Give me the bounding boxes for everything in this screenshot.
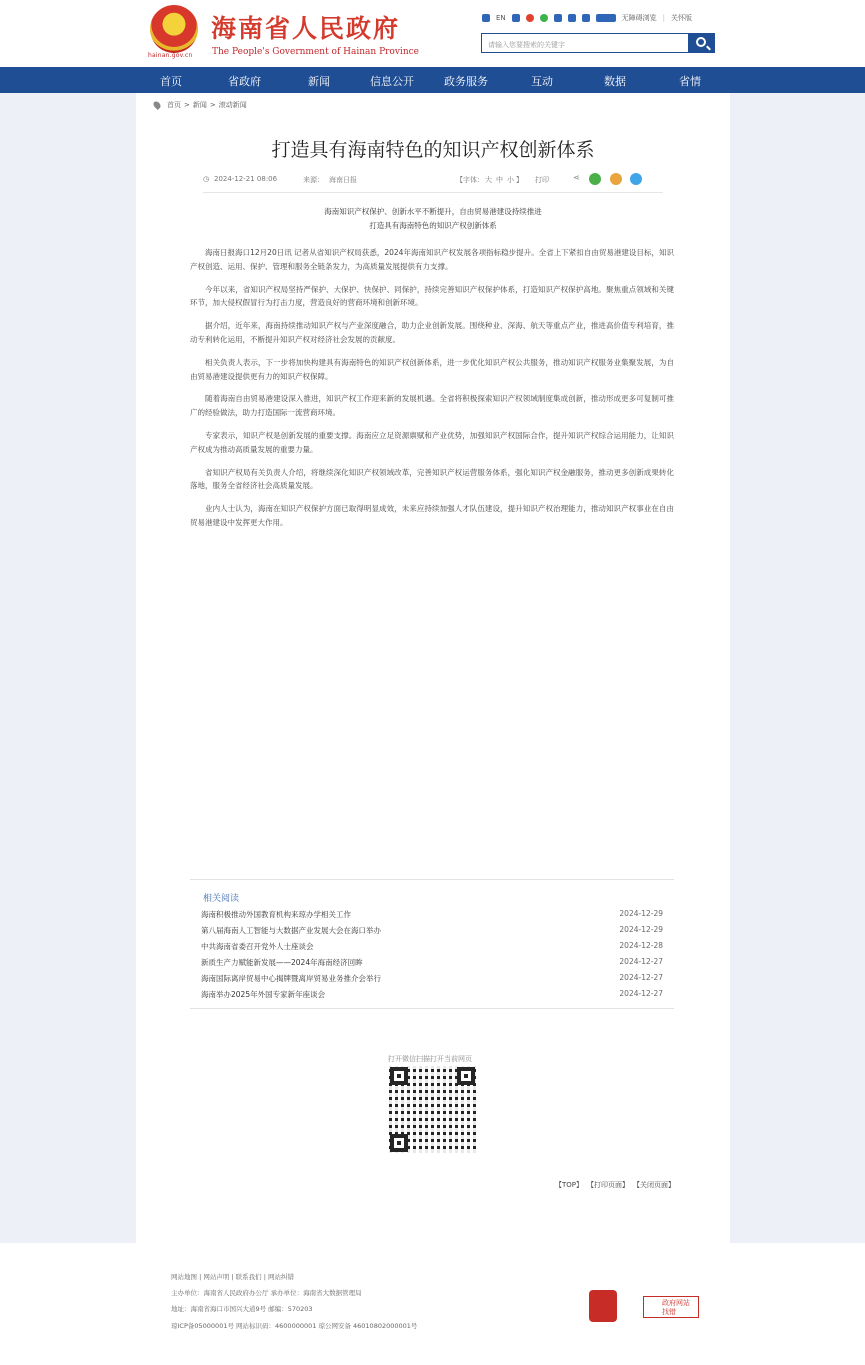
print-page-link[interactable]: 【打印页面】 [587, 1181, 630, 1189]
elder-mode-link[interactable]: 关怀版 [671, 14, 693, 22]
nav-government[interactable]: 省政府 [228, 75, 261, 88]
article-meta [203, 173, 663, 187]
related-item-date: 2024-12-27 [619, 957, 663, 966]
source-label: 来源： [303, 176, 324, 184]
accessibility-badge-icon[interactable] [596, 14, 616, 22]
paragraph: 据介绍，近年来，海南持续推动知识产权与产业深度融合，助力企业创新发展。围绕种业、深海、航天等重点产业，推进高价值专利培育，推动专利转化运用，不断提升知识产权对经济社会发展的贡献度。 [190, 321, 674, 344]
weibo-share-icon[interactable] [610, 173, 622, 185]
accessibility-link[interactable]: 无障碍浏览 [621, 14, 657, 22]
font-size-medium[interactable]: 中 [496, 176, 503, 184]
nav-data[interactable]: 数据 [604, 75, 626, 88]
publish-date: 2024-12-21 08:06 [214, 175, 278, 183]
breadcrumb-rolling-news[interactable]: 滚动新闻 [218, 101, 247, 109]
font-label: 【字体： [456, 176, 484, 184]
article-title: 打造具有海南特色的知识产权创新体系 [271, 139, 595, 161]
breadcrumb-home[interactable]: 首页 [167, 101, 181, 109]
meta-divider [203, 192, 663, 193]
paragraph: 省知识产权局有关负责人介绍，将继续深化知识产权领域改革，完善知识产权运营服务体系，强化知识产权金融服务，推动更多创新成果转化落地，服务全省经济社会高质量发展。 [190, 467, 674, 491]
site-error-badge[interactable] [643, 1296, 699, 1318]
lead-line: 海南知识产权保护、创新水平不断提升，自由贸易港建设持续推进 [324, 207, 542, 216]
related-item-date: 2024-12-27 [619, 989, 663, 998]
wechat-icon[interactable] [540, 14, 548, 22]
badge-line: 找错 [662, 1308, 676, 1316]
language-icon[interactable] [482, 14, 490, 22]
qr-label: 打开微信扫描打开当前网页 [388, 1055, 472, 1063]
qr-finder [457, 1067, 475, 1085]
source-name: 海南日报 [329, 176, 357, 184]
top-links [482, 13, 692, 23]
nav-interaction[interactable]: 互动 [531, 75, 553, 88]
search-input[interactable]: 请输入您要搜索的关键字 [481, 33, 689, 53]
qzone-share-icon[interactable] [630, 173, 642, 185]
related-item-title[interactable]: 海南国际离岸贸易中心揭牌暨离岸贸易业务推介会举行 [201, 974, 381, 983]
site-footer [0, 1243, 865, 1365]
footer-links[interactable]: 网站地图 | 网站声明 | 联系我们 | 网站纠错 [171, 1273, 294, 1281]
paragraph: 海南日报海口12月20日讯 记者从省知识产权局获悉，2024年海南知识产权发展各项指标稳步提升。全省上下紧扣自由贸易港建设目标，知识产权创造、运用、保护、管理和服务全链条发力，为高质量发展提供有力支撑。 [190, 248, 674, 271]
close-page-link[interactable]: 【关闭页面】 [633, 1181, 676, 1189]
footer-icp[interactable]: 琼ICP备05000001号 网站标识码：4600000001 琼公网安备 46010802000001号 [171, 1322, 418, 1330]
related-item-title[interactable]: 第八届海南人工智能与大数据产业发展大会在海口举办 [201, 926, 381, 935]
related-item-date: 2024-12-27 [619, 973, 663, 982]
font-label-close: 】 [516, 176, 523, 184]
nav-home[interactable]: 首页 [160, 75, 182, 88]
clock-icon: ◷ [203, 175, 210, 183]
related-item-date: 2024-12-29 [619, 925, 663, 934]
site-title[interactable]: 海南省人民政府 [211, 14, 401, 43]
search-icon [696, 37, 706, 47]
mail-icon[interactable] [582, 14, 590, 22]
breadcrumb-separator: > [184, 101, 190, 109]
mobile-icon[interactable] [512, 14, 520, 22]
list-item[interactable] [201, 957, 663, 973]
location-pin-icon [152, 100, 162, 110]
paragraph: 相关负责人表示，下一步将加快构建具有海南特色的知识产权创新体系，进一步优化知识产权公共服务，推动知识产权服务业集聚发展，为自由贸易港建设提供更有力的知识产权保障。 [190, 357, 674, 381]
side-tool-icon[interactable] [843, 1248, 865, 1268]
separator: | [662, 14, 666, 22]
related-item-date: 2024-12-28 [619, 941, 663, 950]
national-emblem-icon[interactable] [150, 5, 198, 53]
article-body [190, 246, 674, 539]
related-title: 相关阅读 [203, 894, 240, 904]
print-link[interactable]: 打印 [535, 176, 549, 184]
article-lead [203, 205, 663, 233]
app-icon[interactable] [554, 14, 562, 22]
related-articles [190, 879, 674, 1009]
footer-sponsor: 主办单位：海南省人民政府办公厅 承办单位：海南省大数据管理局 [171, 1289, 362, 1297]
top-link[interactable]: 【TOP】 [555, 1181, 584, 1189]
breadcrumb [154, 100, 247, 110]
english-link[interactable]: EN [496, 14, 506, 22]
share-icon[interactable]: ⋖ [573, 173, 585, 185]
lead-line: 打造具有海南特色的知识产权创新体系 [369, 221, 497, 230]
nav-services[interactable]: 政务服务 [444, 75, 488, 88]
wechat-share-icon[interactable] [589, 173, 601, 185]
font-size-small[interactable]: 小 [507, 176, 514, 184]
related-item-title[interactable]: 海南积极推动外国教育机构来琼办学相关工作 [201, 910, 351, 919]
page-actions [555, 1180, 675, 1190]
weibo-icon[interactable] [526, 14, 534, 22]
nav-info-public[interactable]: 信息公开 [370, 75, 414, 88]
badge-line: 政府网站 [662, 1299, 690, 1307]
list-item[interactable] [201, 941, 663, 957]
paragraph: 随着海南自由贸易港建设深入推进，知识产权工作迎来新的发展机遇。全省将积极探索知识产权领域制度集成创新，推动形成更多可复制可推广的经验做法，助力打造国际一流营商环境。 [190, 394, 674, 418]
list-item[interactable] [201, 909, 663, 925]
paragraph: 业内人士认为，海南在知识产权保护方面已取得明显成效，未来应持续加强人才队伍建设，提升知识产权治理能力，推动知识产权事业在自由贸易港建设中发挥更大作用。 [190, 504, 674, 527]
list-item[interactable] [201, 989, 663, 1005]
user-icon[interactable] [568, 14, 576, 22]
related-item-date: 2024-12-29 [619, 909, 663, 918]
qr-finder [390, 1067, 408, 1085]
search-button[interactable] [688, 33, 715, 53]
main-nav [0, 67, 865, 93]
breadcrumb-separator: > [209, 101, 216, 109]
nav-province[interactable]: 省情 [679, 75, 701, 88]
paragraph: 今年以来，省知识产权局坚持严保护、大保护、快保护、同保护，持续完善知识产权保护体系，打造知识产权保护高地。聚焦重点领域和关键环节，加大侵权假冒行为打击力度，营造良好的营商环境和创新环境。 [190, 284, 674, 308]
nav-news[interactable]: 新闻 [308, 75, 330, 88]
accessibility-side-icon[interactable] [843, 1273, 865, 1293]
emblem-caption: hainan.gov.cn [148, 52, 193, 59]
related-list [201, 909, 663, 1005]
list-item[interactable] [201, 973, 663, 989]
qr-code-icon [389, 1066, 476, 1153]
font-size-large[interactable]: 大 [485, 176, 492, 184]
related-item-title[interactable]: 海南举办2025年外国专家新年座谈会 [201, 990, 326, 999]
related-item-title[interactable]: 新质生产力赋能新发展——2024年海南经济回眸 [201, 958, 363, 967]
site-subtitle: The People's Government of Hainan Province [212, 47, 419, 57]
paragraph: 专家表示，知识产权是创新发展的重要支撑。海南应立足资源禀赋和产业优势，加强知识产权国际合作，提升知识产权综合运用能力，让知识产权成为推动高质量发展的重要力量。 [190, 430, 674, 454]
qr-finder [390, 1134, 408, 1152]
party-gov-badge-icon[interactable] [589, 1290, 617, 1322]
breadcrumb-news[interactable]: 新闻 [192, 101, 207, 109]
footer-address: 地址：海南省海口市国兴大道9号 邮编：570203 [171, 1305, 313, 1313]
related-item-title[interactable]: 中共海南省委召开党外人士座谈会 [201, 942, 314, 951]
site-header [0, 0, 865, 67]
list-item[interactable] [201, 925, 663, 941]
